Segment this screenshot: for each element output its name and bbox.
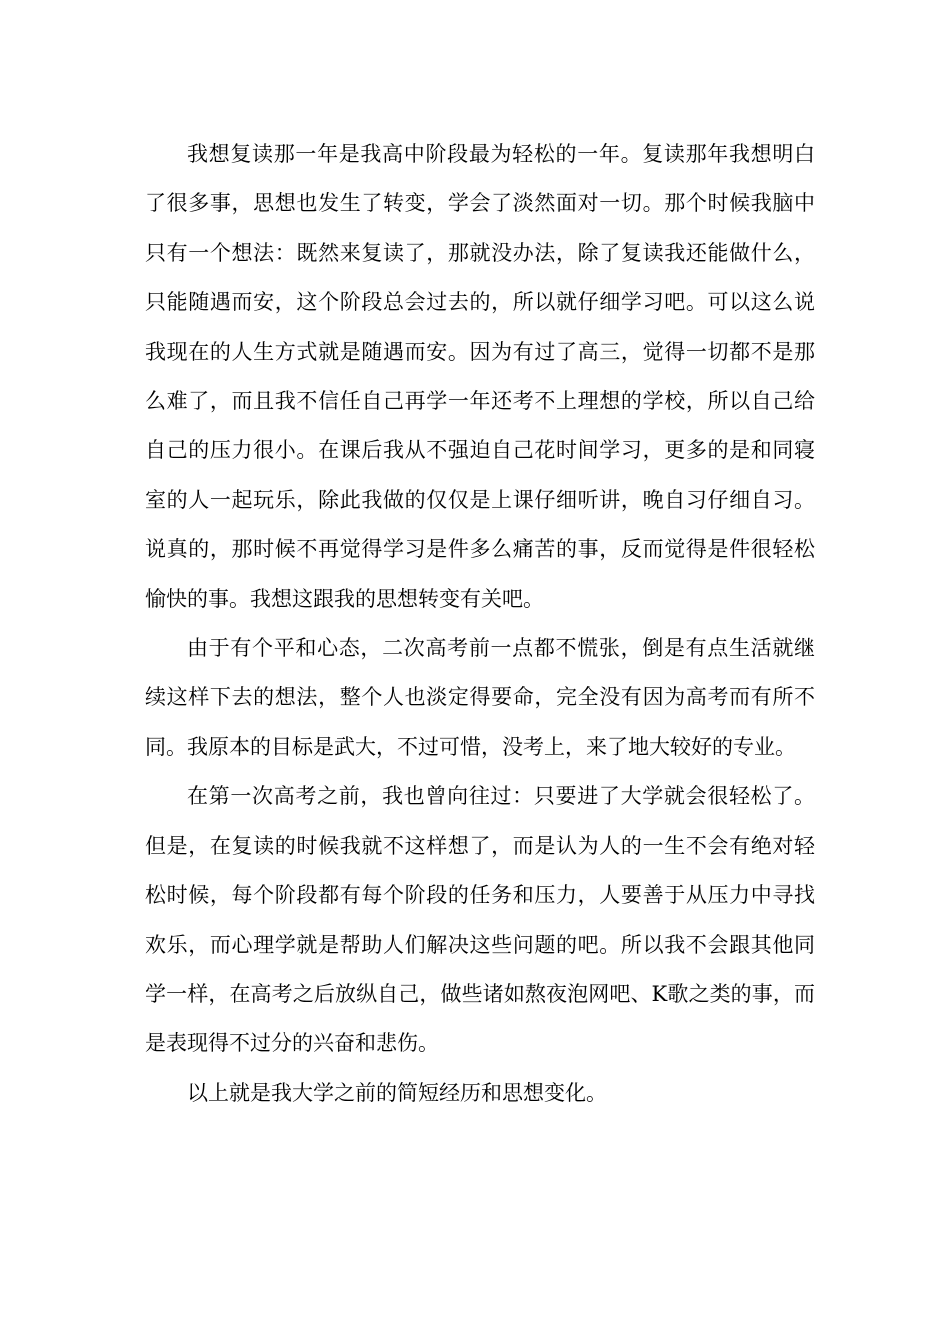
paragraph-1: 我想复读那一年是我高中阶段最为轻松的一年。复读那年我想明白了很多事，思想也发生了转变，学会了淡然面对一切。那个时候我脑中只有一个想法：既然来复读了，那就没办法，除了复读我还能做什么，只能随遇而安，这个阶段总会过去的，所以就仔细学习吧。可以这么说我现在的人生方式就是随遇而安。因为有过了高三，觉得一切都不是那么难了，而且我不信任自己再学一年还考不上理想的学校，所以自己给自己的压力很小。在课后我从不强迫自己花时间学习，更多的是和同寝室的人一起玩乐，除此我做的仅仅是上课仔细听讲，晚自习仔细自习。说真的，那时候不再觉得学习是件多么痛苦的事，反而觉得是件很轻松愉快的事。我想这跟我的思想转变有关吧。	[145, 142, 815, 611]
paragraph-3: 在第一次高考之前，我也曾向往过：只要进了大学就会很轻松了。但是，在复读的时候我就不这样想了，而是认为人的一生不会有绝对轻松时候，每个阶段都有每个阶段的任务和压力，人要善于从压力中寻找欢乐，而心理学就是帮助人们解决这些问题的吧。所以我不会跟其他同学一样，在高考之后放纵自己，做些诸如熬夜泡网吧、K歌之类的事，而是表现得不过分的兴奋和悲伤。	[145, 784, 815, 1056]
paragraph-4: 以上就是我大学之前的简短经历和思想变化。	[187, 1080, 607, 1105]
paragraph-2: 由于有个平和心态，二次高考前一点都不慌张，倒是有点生活就继续这样下去的想法，整个人也淡定得要命，完全没有因为高考而有所不同。我原本的目标是武大，不过可惜，没考上，来了地大较好的专业。	[145, 636, 815, 759]
document-page	[145, 130, 815, 1118]
